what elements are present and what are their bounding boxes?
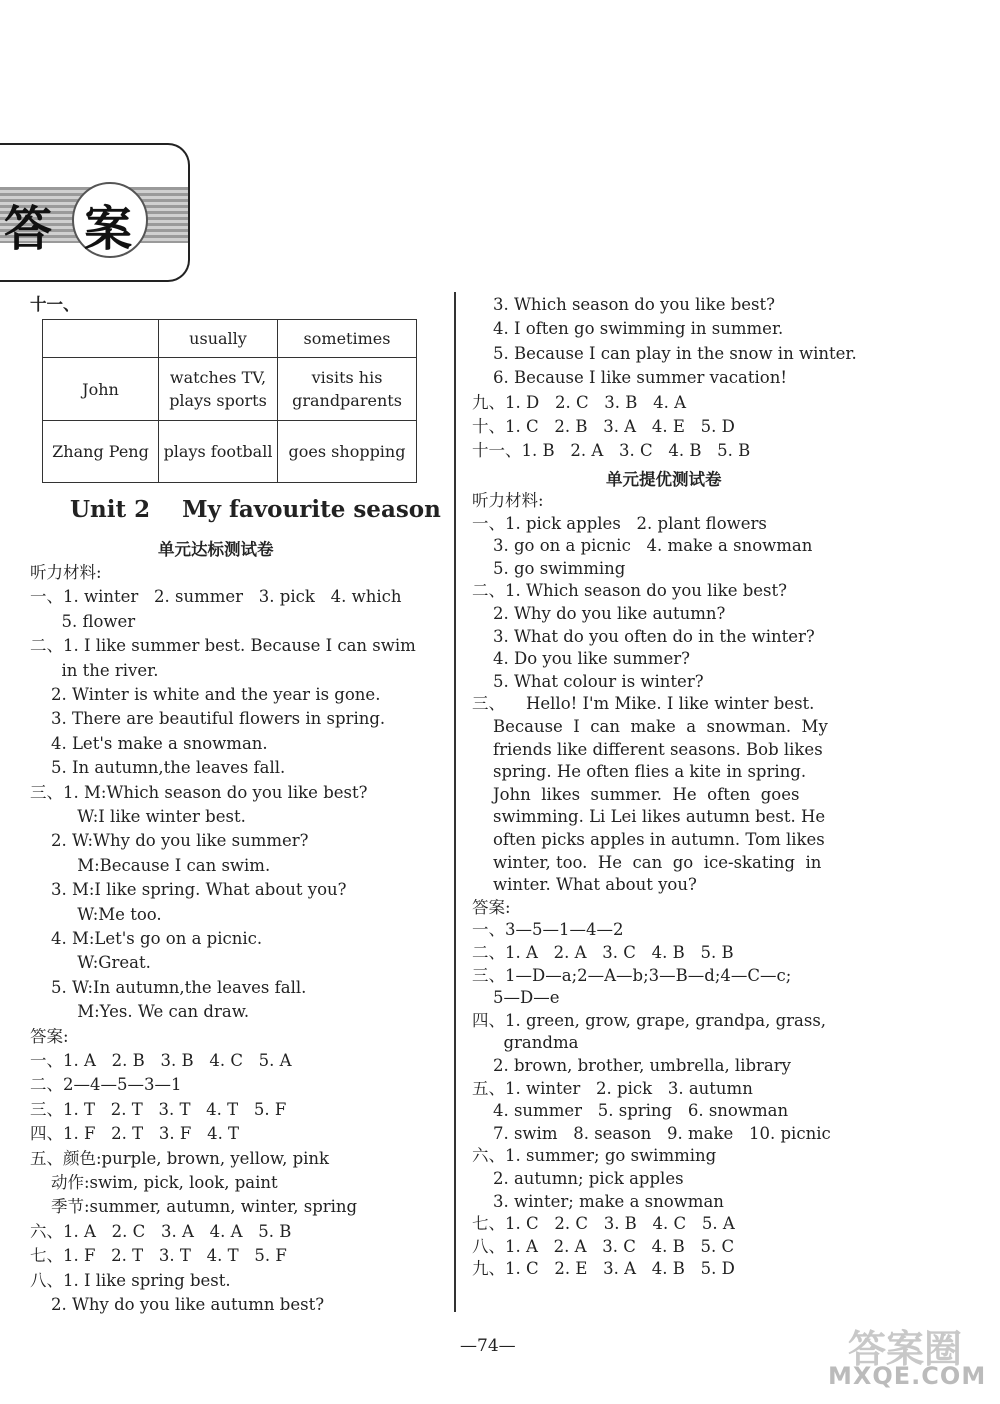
- text-line: 十一、1. B 2. A 3. C 4. B 5. B: [472, 441, 751, 461]
- text-line: 5. Because I can play in the snow in winter.: [472, 343, 857, 363]
- text-line: 八、1. I like spring best.: [30, 1270, 231, 1290]
- text-line: 动作:swim, pick, look, paint: [30, 1173, 278, 1192]
- text-line: 5. W:In autumn,the leaves fall.: [30, 977, 307, 997]
- banner-char-1: 答: [4, 201, 53, 257]
- text-line: 答案:: [30, 1026, 69, 1046]
- text-line: 三、 Hello! I'm Mike. I like winter best.: [472, 694, 815, 714]
- text-line: 五、1. winter 2. pick 3. autumn: [472, 1078, 753, 1098]
- text-line: 听力材料:: [472, 491, 544, 510]
- text-line: 3. Which season do you like best?: [472, 295, 775, 314]
- unit-title: Unit 2 My favourite season: [70, 496, 441, 523]
- text-line: 2. brown, brother, umbrella, library: [472, 1056, 791, 1075]
- text-line: spring. He often flies a kite in spring.: [472, 762, 807, 782]
- table-cell: Zhang Peng: [43, 421, 159, 483]
- text-line: 6. Because I like summer vacation!: [472, 368, 787, 388]
- text-line: swimming. Li Lei likes autumn best. He: [472, 807, 826, 827]
- text-line: 3. M:I like spring. What about you?: [30, 880, 347, 900]
- text-line: 答案:: [472, 897, 511, 917]
- text-line: 三、1—D—a;2—A—b;3—B—d;4—C—c;: [472, 965, 792, 985]
- text-line: 二、1. Which season do you like best?: [472, 581, 788, 601]
- banner-char-2: 案: [84, 201, 133, 257]
- text-line: 5. In autumn,the leaves fall.: [30, 758, 286, 778]
- table-cell: watches TV, plays sports: [159, 358, 278, 421]
- text-line: 5. flower: [30, 611, 136, 631]
- text-line: 5. go swimming: [472, 558, 626, 578]
- text-line: 3. winter; make a snowman: [472, 1191, 724, 1211]
- text-line: 九、1. D 2. C 3. B 4. A: [472, 392, 687, 412]
- text-line: 一、1. winter 2. summer 3. pick 4. which: [30, 587, 402, 607]
- table-cell: goes shopping: [278, 421, 417, 483]
- text-line: often picks apples in autumn. Tom likes: [472, 830, 825, 849]
- text-line: 三、1. M:Which season do you like best?: [30, 782, 368, 802]
- text-line: 九、1. C 2. E 3. A 4. B 5. D: [472, 1259, 735, 1279]
- table-head-cell: [43, 320, 159, 358]
- text-line: 一、1. A 2. B 3. B 4. C 5. A: [30, 1051, 292, 1070]
- right-subtitle: 单元提优测试卷: [606, 470, 722, 489]
- text-line: 4. summer 5. spring 6. snowman: [472, 1101, 789, 1121]
- table-cell: plays football: [159, 421, 278, 483]
- table-head-cell: usually: [159, 320, 278, 358]
- text-line: 三、1. T 2. T 3. T 4. T 5. F: [30, 1099, 287, 1119]
- text-line: 5. What colour is winter?: [472, 671, 704, 691]
- watermark-logo: 答案圈: [848, 1327, 963, 1371]
- text-line: 听力材料:: [30, 563, 102, 582]
- table-cell: visits his grandparents: [278, 358, 417, 421]
- text-line: 季节:summer, autumn, winter, spring: [30, 1197, 358, 1217]
- text-line: 3. There are beautiful flowers in spring.: [30, 709, 386, 729]
- text-line: 4. Do you like summer?: [472, 649, 690, 669]
- text-line: John likes summer. He often goes: [472, 784, 800, 804]
- schedule-table: [42, 319, 417, 483]
- text-line: winter, too. He can go ice-skating in: [472, 852, 822, 872]
- text-line: friends like different seasons. Bob likes: [472, 739, 823, 759]
- text-line: grandma: [472, 1033, 579, 1053]
- text-line: 5—D—e: [472, 988, 560, 1008]
- text-line: 六、1. A 2. C 3. A 4. A 5. B: [30, 1221, 292, 1241]
- left-subtitle: 单元达标测试卷: [158, 540, 274, 559]
- text-line: 八、1. A 2. A 3. C 4. B 5. C: [472, 1236, 735, 1256]
- text-line: 七、1. F 2. T 3. T 4. T 5. F: [30, 1246, 287, 1266]
- text-line: 4. M:Let's go on a picnic.: [30, 929, 263, 948]
- text-line: M:Yes. We can draw.: [30, 1002, 250, 1022]
- text-line: 3. go on a picnic 4. make a snowman: [472, 536, 813, 556]
- text-line: 一、1. pick apples 2. plant flowers: [472, 513, 767, 533]
- text-line: 七、1. C 2. C 3. B 4. C 5. A: [472, 1214, 735, 1234]
- watermark-url: MXQE.COM: [828, 1362, 987, 1390]
- text-line: 四、1. F 2. T 3. F 4. T: [30, 1124, 240, 1144]
- column-divider: [454, 292, 456, 1312]
- text-line: W:Me too.: [30, 904, 162, 924]
- text-line: 五、颜色:purple, brown, yellow, pink: [30, 1148, 330, 1168]
- text-line: 四、1. green, grow, grape, grandpa, grass,: [472, 1010, 827, 1030]
- text-line: 4. Let's make a snowman.: [30, 733, 268, 753]
- text-line: winter. What about you?: [472, 875, 697, 895]
- page-number: —74—: [460, 1336, 516, 1356]
- text-line: Because I can make a snowman. My: [472, 717, 828, 736]
- text-line: 二、1. I like summer best. Because I can swim: [30, 636, 416, 656]
- table-cell: John: [43, 358, 159, 421]
- text-line: 十、1. C 2. B 3. A 4. E 5. D: [472, 417, 735, 436]
- text-line: 2. W:Why do you like summer?: [30, 831, 309, 851]
- text-line: 3. What do you often do in the winter?: [472, 626, 815, 646]
- text-line: 4. I often go swimming in summer.: [472, 319, 784, 339]
- text-line: 2. Winter is white and the year is gone.: [30, 685, 381, 704]
- text-line: 2. Why do you like autumn?: [472, 604, 726, 623]
- text-line: 六、1. summer; go swimming: [472, 1146, 717, 1166]
- text-line: 2. autumn; pick apples: [472, 1169, 684, 1188]
- text-line: 一、3—5—1—4—2: [472, 920, 624, 940]
- text-line: 二、1. A 2. A 3. C 4. B 5. B: [472, 943, 734, 962]
- text-line: 7. swim 8. season 9. make 10. picnic: [472, 1123, 831, 1143]
- text-line: in the river.: [30, 660, 159, 680]
- text-line: M:Because I can swim.: [30, 855, 271, 875]
- text-line: W:Great.: [30, 953, 151, 973]
- text-line: 二、2—4—5—3—1: [30, 1075, 182, 1095]
- text-line: W:I like winter best.: [30, 807, 246, 826]
- answer-banner: [0, 143, 190, 282]
- text-line: 2. Why do you like autumn best?: [30, 1295, 325, 1314]
- section-11-label: 十一、: [30, 295, 80, 314]
- table-head-cell: sometimes: [278, 320, 417, 358]
